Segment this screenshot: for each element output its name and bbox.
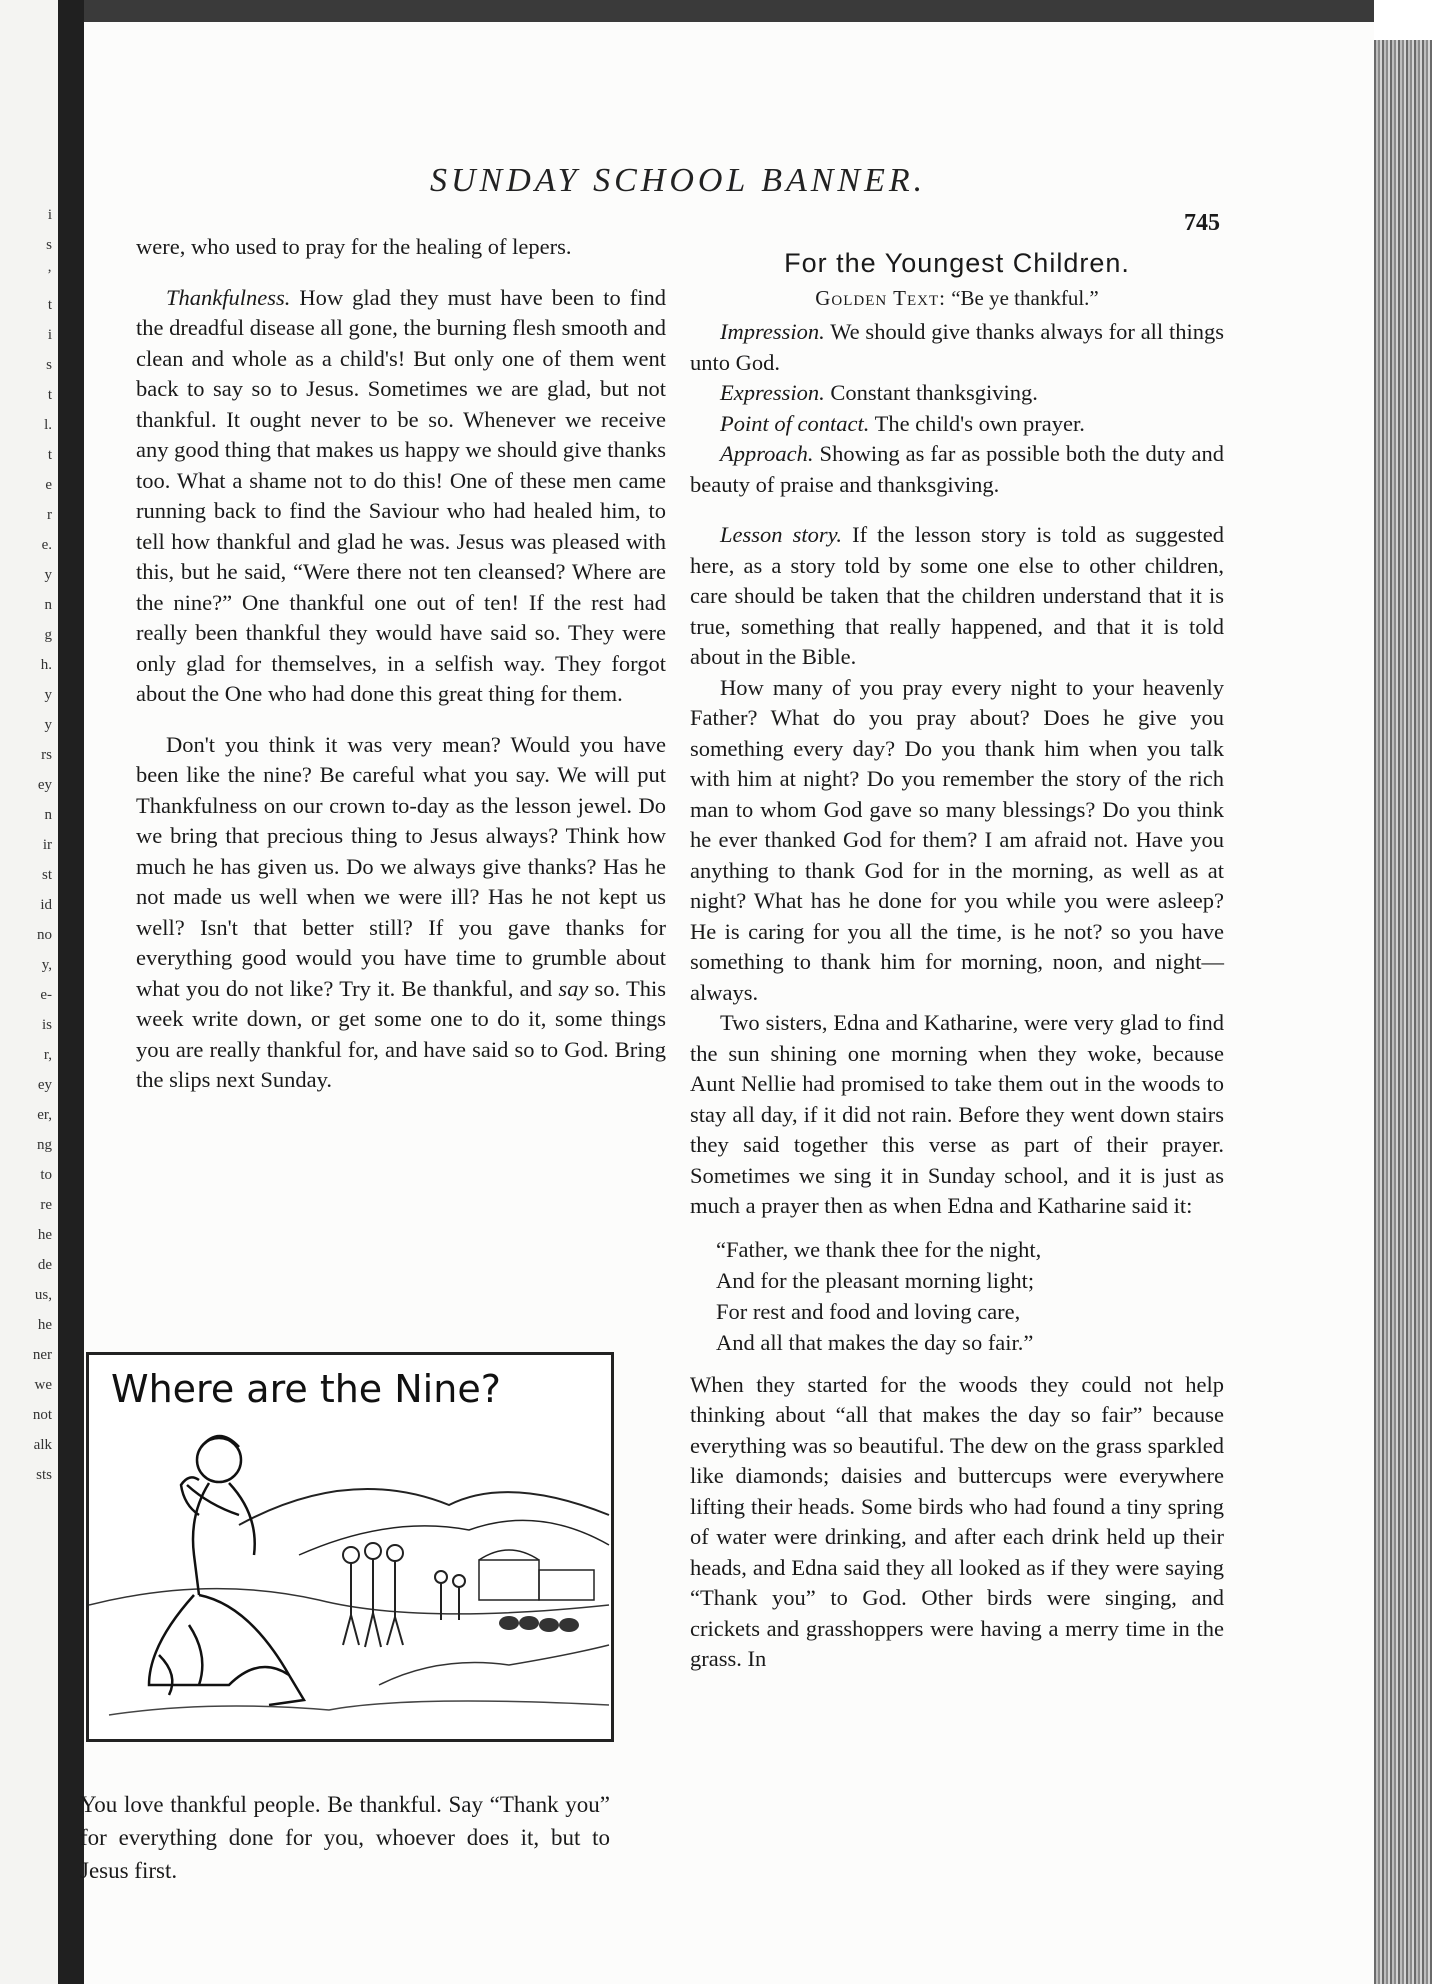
facing-page-fragment: us,	[34, 1287, 52, 1303]
poem-line: “Father, we thank thee for the night,	[716, 1236, 1042, 1262]
right-column	[690, 242, 1224, 1675]
facing-page-fragment: er,	[37, 1107, 52, 1123]
facing-page-fragment: t	[47, 387, 52, 403]
contact-label: Point of contact.	[720, 410, 870, 436]
approach-label: Approach.	[720, 441, 814, 466]
facing-page-text-fragments	[0, 200, 58, 1490]
page-number: 745	[1184, 210, 1220, 236]
facing-page-fragment: y	[44, 567, 52, 583]
facing-page-fragment: re	[40, 1197, 52, 1213]
paragraph-text: Don't you think it was very mean? Would you have been like the nine? Be careful what you say. We will put Thankfulness on our crown to-day as the lesson jewel. Do we bring that precious thing to Jesus always? Think how much he has given us. Do we always give thanks? Has he not made us well when we were ill? Has he not kept us well? Isn't that better still? If you gave thanks for everything good would you have time to grumble about what you do not like? Try it. Be thankful, and	[136, 731, 666, 1001]
facing-page-fragment: he	[37, 1227, 52, 1243]
running-title: SUNDAY SCHOOL BANNER.	[430, 162, 927, 199]
facing-page-fragment: t	[47, 447, 52, 463]
lesson-text: If the lesson story is told as suggested here, as a story told by some one else to other children, care should be taken that the children understand that it is true, something that really happened, and that it is told about in the Bible.	[690, 522, 1224, 669]
impression-text: We should give thanks always for all things unto God.	[690, 319, 1224, 375]
facing-page-fragment: ng	[37, 1137, 52, 1153]
lesson-story	[690, 520, 1224, 673]
paragraph-woods: When they started for the woods they could not help thinking about “all that makes the day so fair” because everything was so beautiful. The dew on the grass sparkled like diamonds; daisies and buttercups were everywhere lifting their heads. Some birds who had found a tiny spring of water were drinking, and after each drink held up their heads, and Edna said they all looked as if they were saying “Thank you” to God. Other birds were singing, and crickets and grasshoppers were having a merry time in the grass. In	[690, 1371, 1224, 1671]
illustration-where-are-the-nine	[86, 1352, 614, 1742]
poem-line: And for the pleasant morning light;	[716, 1267, 1035, 1293]
facing-page-fragment: rs	[41, 747, 52, 763]
facing-page-fragment: is	[41, 1017, 52, 1033]
illustration-drawing	[89, 1355, 611, 1739]
facing-page-fragment: st	[41, 867, 52, 883]
paragraph-text: so. This week write down, or get some one to do it, some things you are really thankful for, and have said so to God. Bring the slips next Sunday.	[136, 975, 667, 1092]
facing-page-fragment: e.	[41, 537, 52, 553]
facing-page-fragment: e-	[40, 987, 52, 1003]
approach-text: Showing as far as possible both the duty and beauty of praise and thanksgiving.	[690, 441, 1224, 497]
paragraph-thankfulness	[136, 283, 666, 710]
expression-text: Constant thanksgiving.	[824, 380, 1038, 405]
lesson-label: Lesson story.	[720, 522, 842, 547]
paragraph-continuation: were, who used to pray for the healing of lepers.	[136, 234, 572, 259]
facing-page-fragment: h.	[40, 657, 52, 673]
section-heading: For the Youngest Children.	[784, 248, 1130, 278]
poem-line: For rest and food and loving care,	[716, 1298, 1021, 1324]
facing-page-fragment: e	[45, 477, 52, 493]
book-top-edge	[84, 0, 1374, 22]
facing-page-fragment: r	[47, 507, 52, 523]
facing-page-fragment: alk	[33, 1437, 52, 1453]
caption-text: You love thankful people. Be thankful. Say “Thank you” for everything done for you, whoever does it, but to Jesus first.	[80, 1792, 610, 1883]
facing-page-fragment: r,	[43, 1047, 52, 1063]
book-gutter	[58, 0, 84, 1984]
facing-page-fragment: id	[40, 897, 52, 913]
facing-page-fragment: t	[47, 297, 52, 313]
paragraph-how-many: How many of you pray every night to your heavenly Father? What do you pray about? Does he give you something every day? Do you thank him when you talk with him at night? Do you remember the story of the rich man to whom God gave so many blessings? Do you think he ever thanked God for them? I am afraid not. Have you anything to thank God for in the morning, as well as at night? What has he done for you while you were asleep? He is caring for you all the time, is he not? so you have something to thank him for morning, noon, and night—always.	[690, 674, 1224, 1005]
expression-label: Expression.	[720, 380, 825, 405]
facing-page-fragment: he	[37, 1317, 52, 1333]
paragraph-mean	[136, 730, 666, 1096]
facing-page-fragment: not	[32, 1407, 52, 1423]
golden-text	[690, 283, 1224, 314]
golden-text-label: Golden Text:	[815, 285, 946, 310]
facing-page-fragment: i	[47, 327, 52, 343]
facing-page-fragment: s	[46, 357, 52, 373]
impression-label: Impression.	[720, 319, 825, 344]
facing-page-fragment: we	[34, 1377, 52, 1393]
illustration-caption	[80, 1788, 610, 1887]
facing-page-fragment: ey	[37, 777, 52, 793]
facing-page-fragment: ey	[37, 1077, 52, 1093]
book-page-edges	[1374, 40, 1432, 1984]
golden-text-value: “Be ye thankful.”	[945, 285, 1099, 310]
paragraph-sisters: Two sisters, Edna and Katharine, were very glad to find the sun shining one morning when they woke, because Aunt Nellie had promised to take them out in the woods to stay all day, if it did not rain. Before they went down stairs they said together this verse as part of their prayer. Sometimes we sing it in Sunday school, and it is just as much a prayer then as when Edna and Katharine said it:	[690, 1010, 1224, 1218]
impression	[690, 317, 1224, 378]
expression	[690, 378, 1224, 409]
facing-page-fragment: l.	[44, 417, 52, 433]
facing-page-fragment: ’	[47, 267, 52, 283]
facing-page-fragment: n	[44, 597, 52, 613]
emphasis-word: say	[558, 975, 589, 1001]
facing-page-fragment: no	[37, 927, 52, 943]
contact-text: The child's own prayer.	[869, 410, 1085, 436]
facing-page-fragment: ir	[42, 837, 52, 853]
facing-page-fragment: ner	[32, 1347, 52, 1363]
facing-page-fragment: n	[44, 807, 52, 823]
paragraph-text: How glad they must have been to find the dreadful disease all gone, the burning flesh smooth and clean and whole as a child's! But only one of them went back to say so to Jesus. Sometimes we are glad, but not thankful. It ought never to be so. Whenever we receive any good thing that makes us happy we should give thanks too. What a shame not to do this! One of these men came running back to find the Saviour who had healed him, to tell how thankful and glad he was. Jesus was pleased with this, but he said, “Were there not ten cleansed? Where are the nine?” One thankful one out of ten! If the rest had really been thankful they would have said so. They were only glad for themselves, in a selfish way. They forgot about the One who had done this great thing for them.	[136, 284, 666, 706]
paragraph-lead: Thankfulness.	[166, 284, 291, 310]
facing-page-fragment: i	[47, 207, 52, 223]
facing-page-fragment: g	[44, 627, 52, 643]
poem	[716, 1234, 1224, 1358]
facing-page-fragment: y,	[41, 957, 52, 973]
facing-page-fragment: y	[44, 717, 52, 733]
illustration-title: Where are the Nine?	[111, 1367, 501, 1411]
poem-line: And all that makes the day so fair.”	[716, 1329, 1034, 1355]
facing-page-fragment: s	[46, 237, 52, 253]
point-of-contact	[690, 409, 1224, 440]
facing-page	[0, 0, 58, 1984]
left-column	[136, 232, 666, 1096]
approach	[690, 439, 1224, 500]
facing-page-fragment: to	[40, 1167, 52, 1183]
facing-page-fragment: sts	[36, 1467, 52, 1483]
facing-page-fragment: de	[37, 1257, 52, 1273]
facing-page-fragment: y	[44, 687, 52, 703]
